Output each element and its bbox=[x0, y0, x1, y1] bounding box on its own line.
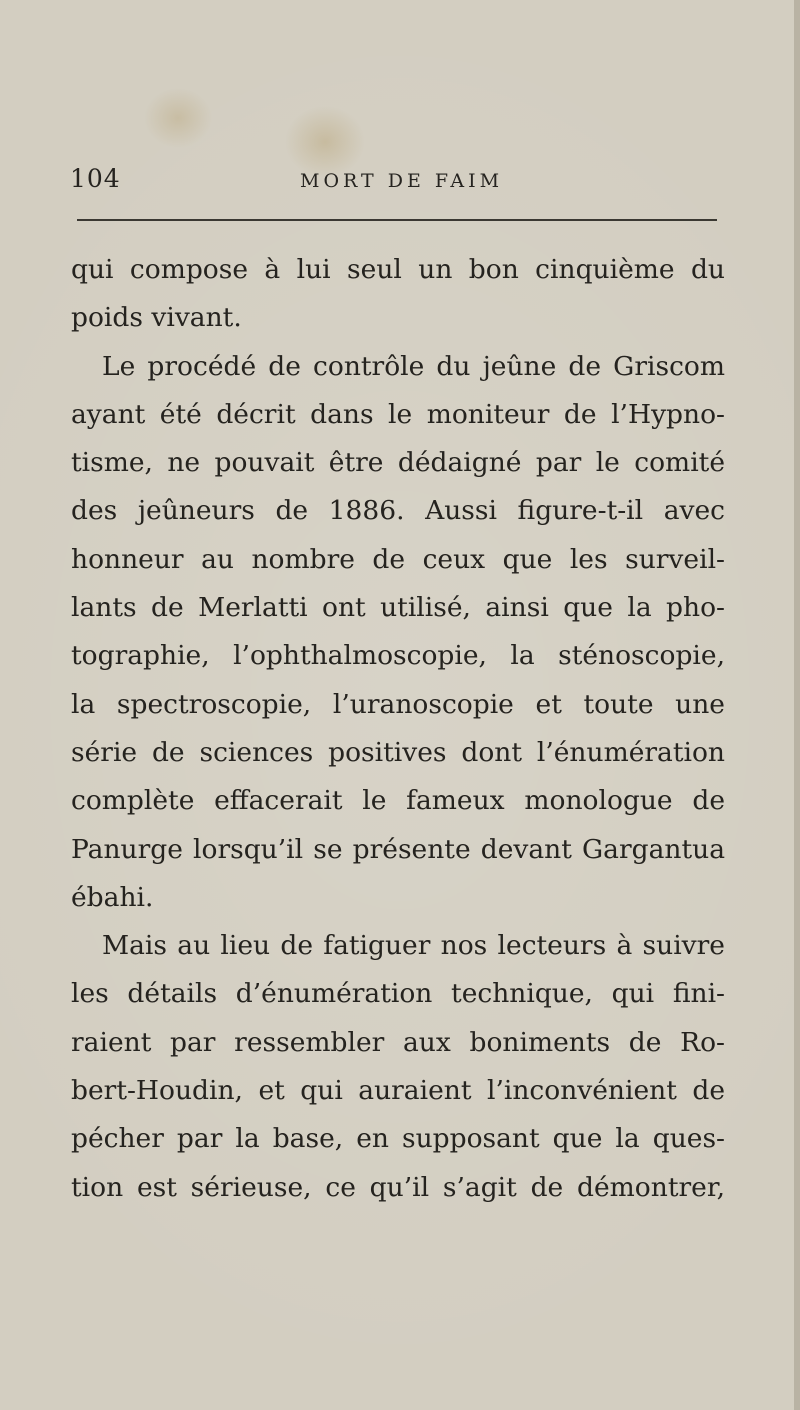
text-line: tisme, ne pouvait être dédaigné par le comité bbox=[71, 447, 725, 479]
text-line: série de sciences positives dont l’énumération bbox=[71, 736, 725, 768]
text-line: poids vivant. bbox=[71, 302, 242, 334]
running-head: MORT DE FAIM bbox=[300, 170, 504, 192]
body-text bbox=[71, 246, 725, 1212]
page-edge bbox=[794, 0, 800, 1410]
text-line: ayant été décrit dans le moniteur de l’Hypno- bbox=[71, 398, 725, 430]
page-number: 104 bbox=[70, 164, 121, 193]
text-line: qui compose à lui seul un bon cinquième du bbox=[71, 254, 725, 285]
text-line: lants de Merlatti ont utilisé, ainsi que la pho- bbox=[71, 592, 725, 624]
text-line: des jeûneurs de 1886. Aussi figure-t-il avec bbox=[71, 495, 725, 527]
text-line: ébahi. bbox=[71, 881, 154, 913]
header-rule bbox=[77, 219, 717, 221]
text-line: Panurge lorsqu’il se présente devant Gargantua bbox=[71, 833, 725, 865]
text-line: tion est sérieuse, ce qu’il s’agit de démontrer, bbox=[71, 1171, 725, 1203]
text-line: tographie, l’ophthalmoscopie, la sténoscopie, bbox=[71, 640, 725, 672]
text-line: bert-Houdin, et qui auraient l’inconvénient de bbox=[71, 1075, 725, 1107]
text-line: les détails d’énumération technique, qui fini- bbox=[71, 978, 725, 1010]
text-line: la spectroscopie, l’uranoscopie et toute une bbox=[71, 688, 725, 720]
text-line: honneur au nombre de ceux que les surveil- bbox=[71, 543, 725, 575]
text-line: complète effacerait le fameux monologue de bbox=[71, 785, 725, 817]
text-line: Mais au lieu de fatiguer nos lecteurs à suivre bbox=[102, 930, 725, 962]
text-line: pécher par la base, en supposant que la ques- bbox=[71, 1123, 725, 1155]
text-line: Le procédé de contrôle du jeûne de Griscom bbox=[102, 350, 725, 382]
text-line: raient par ressembler aux boniments de Ro- bbox=[71, 1026, 725, 1058]
